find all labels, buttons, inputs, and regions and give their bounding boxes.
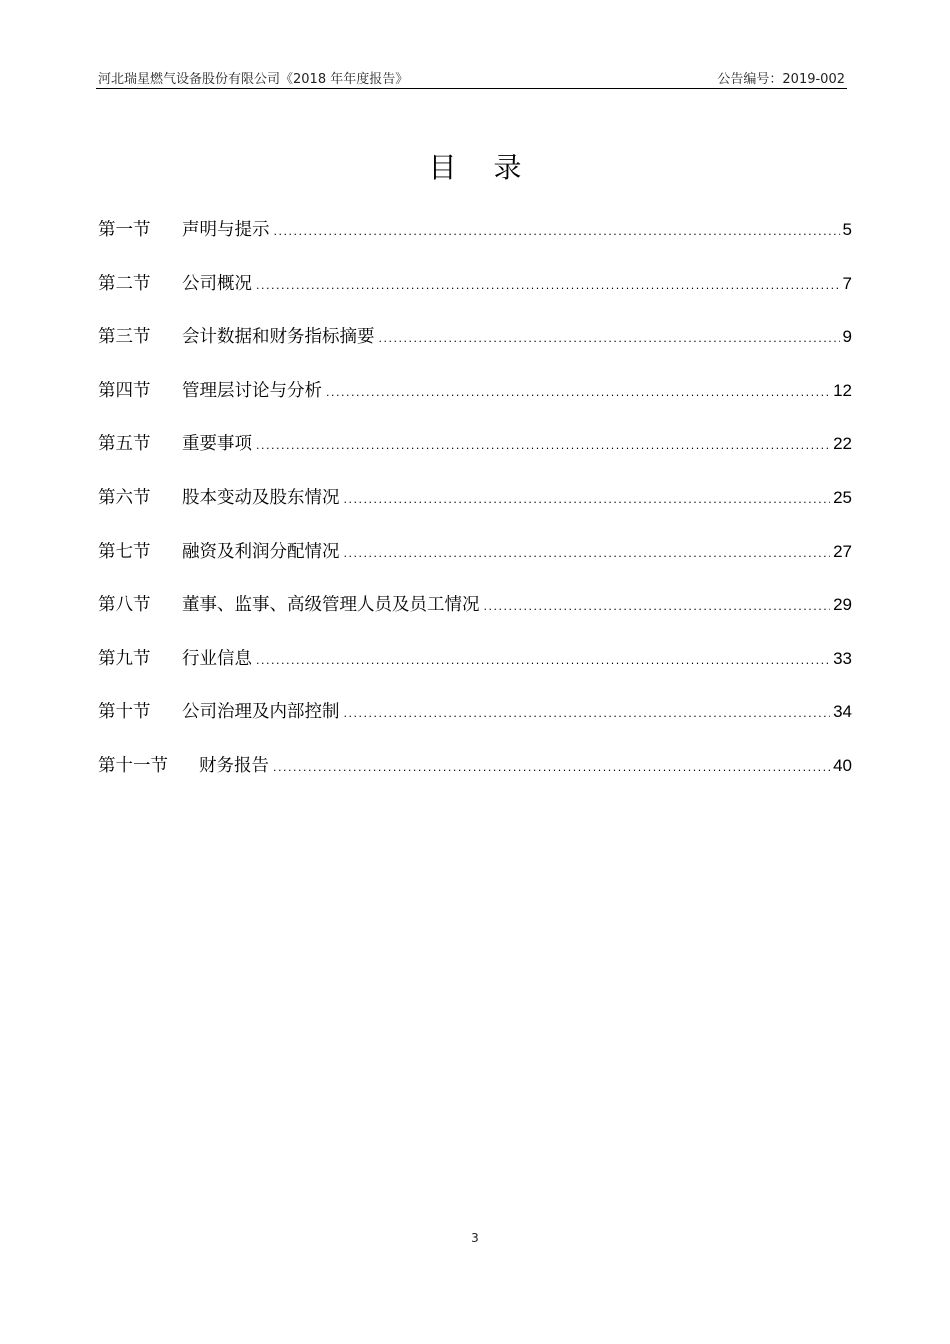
toc-item-3[interactable] — [98, 323, 852, 377]
toc-page-number: 12 — [833, 380, 852, 400]
toc-section-number: 第一节 — [98, 220, 151, 240]
toc-section-name: 管理层讨论与分析 — [182, 380, 322, 401]
toc-page-number: 5 — [842, 220, 852, 239]
toc-page-number: 25 — [833, 487, 852, 507]
toc-section-name: 会计数据和财务指标摘要 — [182, 327, 375, 348]
toc-section-number: 第六节 — [98, 487, 151, 508]
toc-section-number: 第二节 — [98, 273, 151, 294]
toc-page-number: 22 — [833, 434, 852, 454]
toc-item-7[interactable] — [98, 538, 852, 592]
toc-section-name: 重要事项 — [182, 434, 252, 455]
toc-section-number: 第八节 — [98, 595, 151, 616]
page-number-footer: 3 — [471, 1231, 479, 1245]
toc-section-name: 公司概况 — [182, 273, 252, 294]
toc-section-name: 股本变动及股东情况 — [182, 487, 340, 508]
toc-dot-leader — [274, 225, 840, 238]
toc-dot-leader — [344, 493, 831, 506]
toc-item-5[interactable] — [98, 430, 852, 484]
header-announcement-number: 公告编号：2019-002 — [717, 72, 845, 87]
toc-page-number: 40 — [833, 755, 852, 775]
toc-section-name: 财务报告 — [199, 755, 269, 776]
toc-section-number: 第三节 — [98, 327, 151, 348]
toc-dot-leader — [344, 547, 831, 560]
toc-section-name: 公司治理及内部控制 — [182, 702, 340, 723]
table-of-contents — [98, 216, 852, 806]
toc-item-2[interactable] — [98, 270, 852, 324]
toc-section-name: 行业信息 — [182, 648, 252, 669]
toc-section-number: 第四节 — [98, 380, 151, 401]
toc-dot-leader — [256, 439, 830, 452]
toc-section-number: 第十一节 — [98, 755, 168, 776]
toc-item-4[interactable] — [98, 377, 852, 431]
toc-section-number: 第五节 — [98, 434, 151, 455]
toc-dot-leader — [273, 761, 830, 774]
toc-dot-leader — [326, 386, 830, 399]
page-header — [96, 66, 847, 89]
toc-item-1[interactable] — [98, 216, 852, 270]
toc-item-9[interactable] — [98, 645, 852, 699]
toc-section-name: 声明与提示 — [182, 220, 270, 240]
toc-dot-leader — [256, 279, 840, 292]
toc-section-number: 第七节 — [98, 541, 151, 562]
toc-page-number: 9 — [842, 327, 852, 347]
toc-section-number: 第十节 — [98, 702, 151, 723]
header-company-report-title: 河北瑞星燃气设备股份有限公司《2018 年年度报告》 — [98, 72, 409, 87]
toc-item-10[interactable] — [98, 698, 852, 752]
toc-dot-leader — [256, 654, 830, 667]
toc-dot-leader — [344, 707, 831, 720]
toc-page-number: 27 — [833, 541, 852, 561]
toc-section-number: 第九节 — [98, 648, 151, 669]
toc-dot-leader — [484, 600, 831, 613]
toc-item-6[interactable] — [98, 484, 852, 538]
toc-section-name: 董事、监事、高级管理人员及员工情况 — [182, 595, 480, 616]
toc-page-number: 33 — [833, 648, 852, 668]
toc-item-11[interactable] — [98, 752, 852, 806]
toc-page-number: 7 — [842, 273, 852, 293]
toc-item-8[interactable] — [98, 591, 852, 645]
toc-page-number: 29 — [833, 595, 852, 615]
toc-dot-leader — [379, 332, 840, 345]
toc-section-name: 融资及利润分配情况 — [182, 541, 340, 562]
toc-title: 目 录 — [428, 151, 536, 184]
toc-page-number: 34 — [833, 702, 852, 722]
